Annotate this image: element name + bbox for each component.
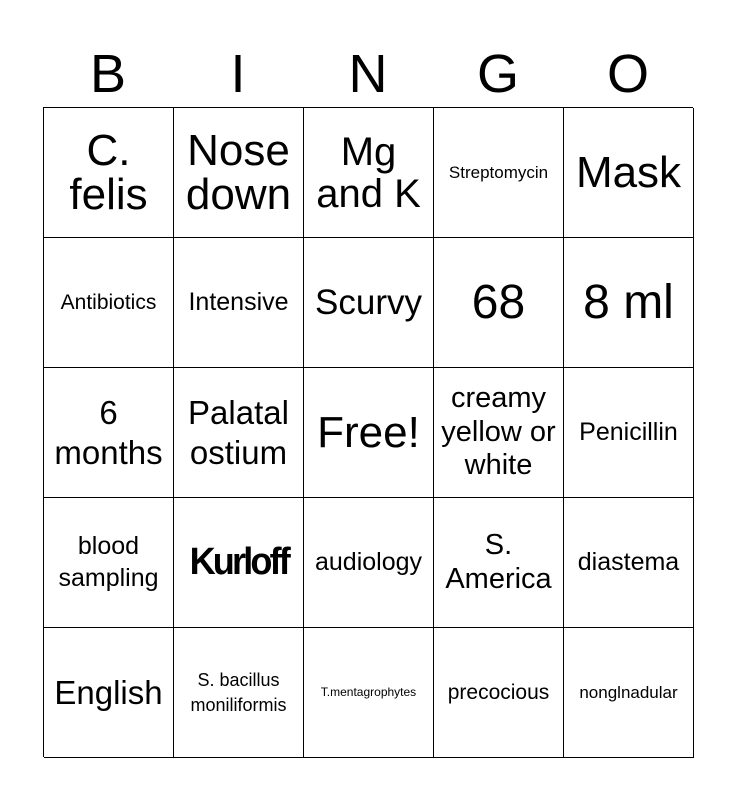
cell-text: Mg and K: [316, 129, 421, 216]
cell-text: C. felis: [69, 125, 148, 219]
cell-text: 8 ml: [583, 275, 674, 329]
cell-text: audiology: [314, 547, 423, 576]
cell-text: creamy yellow or white: [441, 382, 556, 482]
bingo-cell[interactable]: [564, 628, 694, 758]
bingo-cell[interactable]: [44, 628, 174, 758]
cell-text: 68: [471, 275, 526, 329]
cell-text: Scurvy: [315, 282, 422, 322]
bingo-cell[interactable]: [434, 108, 564, 238]
bingo-cell[interactable]: [44, 108, 174, 238]
cell-text: blood sampling: [58, 532, 159, 592]
cell-text: English: [54, 673, 163, 711]
bingo-cell[interactable]: [434, 628, 564, 758]
cell-text: Intensive: [188, 287, 289, 316]
cell-text: T.mentagrophytes: [320, 684, 417, 699]
cell-text: Mask: [575, 147, 682, 197]
bingo-cell[interactable]: [304, 368, 434, 498]
header-letter-g: G: [476, 44, 519, 104]
header-letter-n: N: [348, 44, 388, 104]
cell-text: Free!: [317, 407, 420, 457]
bingo-cell[interactable]: [434, 238, 564, 368]
bingo-cell[interactable]: [304, 628, 434, 758]
bingo-cell[interactable]: [44, 238, 174, 368]
cell-text: precocious: [447, 680, 550, 704]
bingo-cell[interactable]: [44, 368, 174, 498]
cell-text: diastema: [577, 547, 680, 576]
cell-text: S. America: [445, 529, 552, 595]
bingo-cell[interactable]: [304, 108, 434, 238]
cell-text: nonglnadular: [579, 682, 678, 702]
bingo-header: [43, 42, 693, 106]
kurloff-logo: Kurloff: [189, 540, 288, 583]
bingo-cell[interactable]: [564, 368, 694, 498]
bingo-cell[interactable]: [174, 108, 304, 238]
header-letter-o: O: [606, 44, 649, 104]
bingo-cell[interactable]: [304, 498, 434, 628]
cell-text: Penicillin: [579, 417, 678, 446]
header-letter-b: B: [89, 44, 127, 104]
bingo-cell[interactable]: [564, 238, 694, 368]
bingo-cell[interactable]: [174, 238, 304, 368]
cell-text: Streptomycin: [448, 162, 549, 182]
bingo-cell[interactable]: [434, 368, 564, 498]
bingo-cell[interactable]: [174, 368, 304, 498]
header-letter-i: I: [230, 44, 246, 104]
bingo-cell[interactable]: [304, 238, 434, 368]
bingo-cell[interactable]: [44, 498, 174, 628]
bingo-cell[interactable]: [564, 108, 694, 238]
bingo-cell[interactable]: [174, 628, 304, 758]
bingo-cell[interactable]: [434, 498, 564, 628]
cell-text: Nose down: [185, 125, 292, 219]
bingo-cell[interactable]: [564, 498, 694, 628]
bingo-cell[interactable]: [174, 498, 304, 628]
cell-text: Palatal ostium: [188, 393, 289, 471]
bingo-card-grid: [43, 107, 693, 757]
cell-text: S. bacillus moniliformis: [190, 670, 287, 715]
cell-text: 6 months: [54, 393, 163, 471]
cell-text: Antibiotics: [60, 290, 157, 314]
